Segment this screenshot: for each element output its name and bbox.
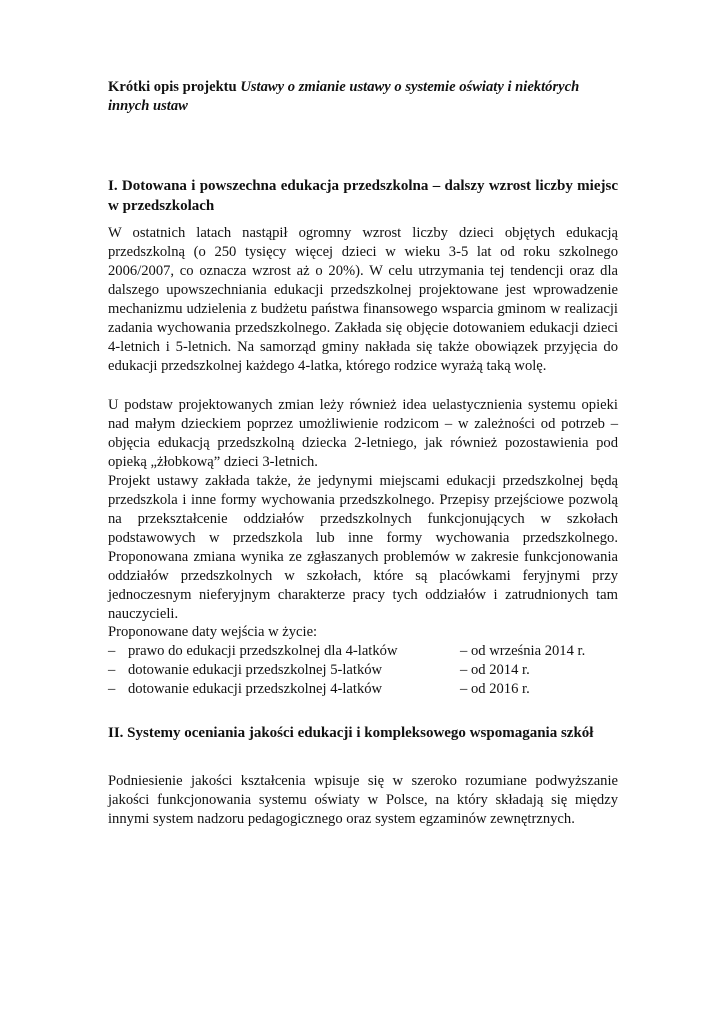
date-item-label: dotowanie edukacji przedszkolnej 4-latków: [128, 681, 383, 697]
section-2-paragraph: Podniesienie jakości kształcenia wpisuje się w szeroko rozumiane podwyższanie jakości funkcjonowania systemu oświaty w Polsce, na który składają się między innymi system nadzoru pedagogicznego oraz system egzaminów zewnętrznych.: [108, 773, 618, 827]
date-item-label: prawo do edukacji przedszkolnej dla 4-latków: [128, 643, 398, 659]
date-item: [108, 680, 618, 699]
date-item-value: – od 2016 r.: [460, 681, 530, 697]
dates-list: [108, 623, 618, 699]
date-item: [108, 661, 618, 680]
dash: –: [108, 662, 116, 678]
section-1-paragraph-3: Projekt ustawy zakłada także, że jedynymi miejscami edukacji przedszkolnej będą przedszkola i inne formy wychowania przedszkolnego. Przepisy przejściowe pozwolą na przekształcenie oddziałów przedszkolnych funkcjonujących w szkołach podstawowych w przedszkola lub inne formy wychowania przedszkolnego. Proponowana zmiana wynika ze zgłaszanych problemów w zakresie funkcjonowania oddziałów przedszkolnych w szkołach, które są placówkami feryjnymi przy jednoczesnym nieferyjnym charakterze pracy tych oddziałów i zatrudnionych tam nauczycieli.: [108, 473, 618, 622]
dates-intro: Proponowane daty wejścia w życie:: [108, 624, 318, 640]
dash: –: [108, 681, 116, 697]
date-item-label: dotowanie edukacji przedszkolnej 5-latków: [128, 662, 383, 678]
section-1-paragraph-1: W ostatnich latach nastąpił ogromny wzrost liczby dzieci objętych edukacją przedszkolną (o 250 tysięcy więcej dzieci w wieku 3-5 lat od roku szkolnego 2006/2007, co oznacza wzrost aż o 20%). W celu utrzymania tej tendencji oraz dla dalszego upowszechniania edukacji przedszkolnej projektowane jest wprowadzenie mechanizmu udzielenia z budżetu państwa finansowego wsparcia gminom w realizacji zadania wychowania przedszkolnego. Zakłada się objęcie dotowaniem edukacji dzieci 4-letnich i 5-letnich. Na samorząd gminy nakłada się także obowiązek przyjęcia do edukacji przedszkolnej każdego 4-latka, którego rodzice wyrażą taką wolę.: [108, 225, 618, 374]
section-1-heading: I. Dotowana i powszechna edukacja przedszkolna – dalszy wzrost liczby miejsc w przedszkolach: [108, 178, 618, 214]
title-italic: Ustawy o zmianie ustawy o systemie oświaty i niektórych innych ustaw: [108, 79, 580, 114]
section-2-heading: II. Systemy oceniania jakości edukacji i kompleksowego wspomagania szkół: [108, 725, 594, 741]
dash: –: [108, 643, 116, 659]
date-item-value: – od 2014 r.: [460, 662, 530, 678]
date-item-value: – od września 2014 r.: [460, 643, 586, 659]
date-item: [108, 642, 618, 661]
document-title: [108, 78, 618, 116]
section-1-paragraph-2: U podstaw projektowanych zmian leży również idea uelastycznienia systemu opieki nad małym dzieckiem poprzez umożliwienie rodzicom – w zależności od potrzeb – objęcia edukacją przedszkolną dziecka 2-letniego, jak również pozostawienia pod opieką „żłobkową” dzieci 3-letnich.: [108, 397, 618, 470]
title-plain: Krótki opis projektu: [108, 79, 241, 95]
